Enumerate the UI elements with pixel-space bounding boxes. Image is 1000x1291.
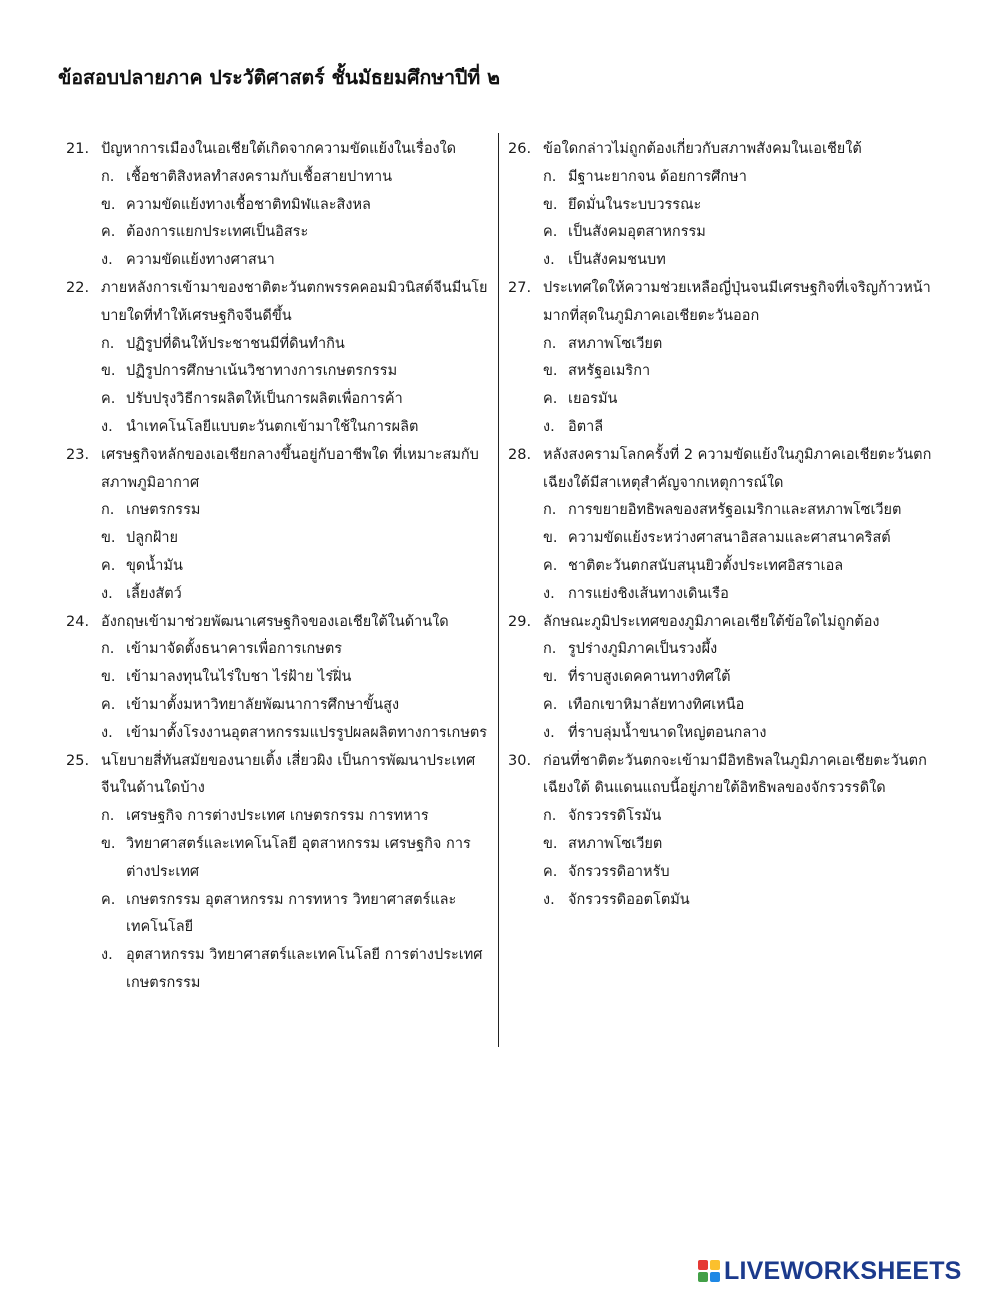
answer-option[interactable] (508, 192, 938, 220)
option-text: การแย่งชิงเส้นทางเดินเรือ (568, 585, 729, 602)
answer-option[interactable] (66, 831, 491, 887)
option-text: ยึดมั่นในระบบวรรณะ (568, 196, 702, 213)
option-label: ค. (543, 696, 558, 713)
option-text: การขยายอิทธิพลของสหรัฐอเมริกาและสหภาพโซเวียต (568, 502, 902, 519)
option-text: ปรับปรุงวิธีการผลิตให้เป็นการผลิตเพื่อการค้า (126, 391, 403, 408)
answer-option[interactable] (508, 581, 938, 609)
question-30 (508, 748, 938, 915)
option-label: ง. (543, 724, 555, 741)
option-label: ค. (543, 863, 558, 880)
question-text: หลังสงครามโลกครั้งที่ 2 ความขัดแย้งในภูมิภาคเอเชียตะวันตกเฉียงใต้มีสาเหตุสำคัญจากเหตุการณ์ใด (543, 446, 932, 491)
question-number: 27. (508, 279, 532, 296)
option-label: ก. (543, 335, 557, 352)
question-29 (508, 609, 938, 748)
option-text: วิทยาศาสตร์และเทคโนโลยี อุตสาหกรรม เศรษฐกิจ การต่างประเทศ (126, 835, 471, 880)
option-label: ง. (543, 418, 555, 435)
option-label: ค. (101, 557, 116, 574)
option-text: อิตาลี (568, 418, 604, 435)
option-text: เป็นสังคมชนบท (568, 252, 666, 269)
question-text: ลักษณะภูมิประเทศของภูมิภาคเอเชียใต้ข้อใดไม่ถูกต้อง (543, 613, 880, 630)
option-label: ค. (543, 391, 558, 408)
option-label: ก. (543, 641, 557, 658)
question-27 (508, 275, 938, 442)
option-label: ข. (543, 530, 558, 547)
option-text: เกษตรกรรม (126, 502, 201, 519)
question-22 (66, 275, 491, 442)
answer-option[interactable] (508, 859, 938, 887)
right-question-column (508, 136, 938, 914)
option-label: ง. (543, 252, 555, 269)
question-23 (66, 442, 491, 609)
option-text: ปลูกฝ้าย (126, 530, 179, 547)
question-stem (508, 275, 938, 331)
column-divider (498, 133, 499, 1047)
answer-option[interactable] (66, 942, 491, 998)
answer-option[interactable] (66, 887, 491, 943)
option-text: ปฏิรูปการศึกษาเน้นวิชาทางการเกษตรกรรม (126, 363, 398, 380)
left-question-column (66, 136, 491, 998)
answer-option[interactable] (66, 720, 491, 748)
option-text: ต้องการแยกประเทศเป็นอิสระ (126, 224, 309, 241)
question-number: 30. (508, 752, 532, 769)
option-text: ปฏิรูปที่ดินให้ประชาชนมีที่ดินทำกิน (126, 335, 345, 352)
answer-option[interactable] (508, 414, 938, 442)
answer-option[interactable] (66, 553, 491, 581)
question-number: 23. (66, 446, 90, 463)
option-label: ค. (543, 557, 558, 574)
liveworksheets-logo (698, 1258, 962, 1284)
option-text: เทือกเขาหิมาลัยทางทิศเหนือ (568, 696, 745, 713)
option-text: สหภาพโซเวียต (568, 835, 663, 852)
answer-option[interactable] (508, 247, 938, 275)
question-stem (66, 275, 491, 331)
answer-option[interactable] (508, 553, 938, 581)
option-text: เข้ามาตั้งโรงงานอุตสาหกรรมแปรรูปผลผลิตทางการเกษตร (126, 724, 488, 741)
option-label: ง. (101, 947, 113, 964)
option-text: ชาติตะวันตกสนับสนุนยิวตั้งประเทศอิสราเอล (568, 557, 844, 574)
option-label: ข. (543, 196, 558, 213)
option-label: ข. (101, 363, 116, 380)
question-number: 28. (508, 446, 532, 463)
answer-option[interactable] (508, 164, 938, 192)
question-text: ภายหลังการเข้ามาของชาติตะวันตกพรรคคอมมิวนิสต์จีนมีนโยบายใดที่ทำให้เศรษฐกิจจีนดีขึ้น (101, 279, 488, 324)
answer-option[interactable] (66, 192, 491, 220)
question-text: ก่อนที่ชาติตะวันตกจะเข้ามามีอิทธิพลในภูมิภาคเอเชียตะวันตกเฉียงใต้ ดินแดนแถบนี้อยู่ภายใต้อิทธิพลของจักรวรรดิใด (543, 752, 927, 797)
option-text: จักรวรรดิออตโตมัน (568, 891, 690, 908)
logo-grid-icon (698, 1260, 720, 1282)
question-stem (508, 136, 938, 164)
answer-option[interactable] (508, 386, 938, 414)
option-label: ข. (101, 196, 116, 213)
question-24 (66, 609, 491, 748)
option-text: เข้ามาตั้งมหาวิทยาลัยพัฒนาการศึกษาขั้นสูง (126, 696, 400, 713)
option-text: สหภาพโซเวียต (568, 335, 663, 352)
answer-option[interactable] (508, 692, 938, 720)
option-text: รูปร่างภูมิภาคเป็นรวงผึ้ง (568, 641, 718, 658)
question-number: 29. (508, 613, 532, 630)
option-label: ค. (101, 696, 116, 713)
option-text: อุตสาหกรรม วิทยาศาสตร์และเทคโนโลยี การต่างประเทศ เกษตรกรรม (126, 947, 483, 991)
option-label: ก. (543, 808, 557, 825)
answer-option[interactable] (508, 219, 938, 247)
option-text: เป็นสังคมอุตสาหกรรม (568, 224, 706, 241)
answer-option[interactable] (66, 358, 491, 386)
option-label: ข. (101, 530, 116, 547)
page-title: ข้อสอบปลายภาค ประวัติศาสตร์ ชั้นมัธยมศึกษาปีที่ ๒ (58, 66, 500, 89)
question-text: ประเทศใดให้ความช่วยเหลือญี่ปุ่นจนมีเศรษฐกิจที่เจริญก้าวหน้ามากที่สุดในภูมิภาคเอเชียตะวันออก (543, 279, 931, 324)
question-26 (508, 136, 938, 275)
question-text: อังกฤษเข้ามาช่วยพัฒนาเศรษฐกิจของเอเชียใต้ในด้านใด (101, 613, 449, 630)
option-text: นำเทคโนโลยีแบบตะวันตกเข้ามาใช้ในการผลิต (126, 418, 419, 435)
question-number: 21. (66, 141, 90, 157)
answer-option[interactable] (66, 386, 491, 414)
answer-option[interactable] (66, 664, 491, 692)
question-text: ปัญหาการเมืองในเอเชียใต้เกิดจากความขัดแย้งในเรื่องใด (101, 141, 457, 157)
answer-option[interactable] (66, 219, 491, 247)
option-text: ความขัดแย้งระหว่างศาสนาอิสลามและศาสนาคริสต์ (568, 530, 891, 547)
answer-option[interactable] (508, 525, 938, 553)
option-label: ค. (101, 391, 116, 408)
option-text: เลี้ยงสัตว์ (126, 585, 182, 602)
answer-option[interactable] (66, 525, 491, 553)
option-label: ก. (543, 168, 557, 185)
question-number: 22. (66, 279, 90, 296)
question-21 (66, 136, 491, 275)
answer-option[interactable] (508, 664, 938, 692)
question-25 (66, 748, 491, 998)
option-text: สหรัฐอเมริกา (568, 363, 651, 380)
option-text: เศรษฐกิจ การต่างประเทศ เกษตรกรรม การทหาร (126, 808, 429, 825)
option-label: ก. (101, 502, 115, 519)
option-label: ก. (101, 335, 115, 352)
option-label: ง. (543, 891, 555, 908)
question-stem (508, 748, 938, 804)
option-label: ก. (543, 502, 557, 519)
option-label: ก. (101, 808, 115, 825)
option-label: ข. (543, 669, 558, 686)
question-stem (508, 609, 938, 637)
answer-option[interactable] (66, 164, 491, 192)
option-label: ง. (101, 252, 113, 269)
answer-option[interactable] (66, 692, 491, 720)
answer-option[interactable] (508, 803, 938, 831)
option-text: เยอรมัน (568, 391, 618, 408)
answer-option[interactable] (508, 331, 938, 359)
option-label: ก. (101, 641, 115, 658)
question-stem (508, 442, 938, 498)
answer-option[interactable] (508, 887, 938, 915)
option-label: ง. (101, 585, 113, 602)
option-label: ข. (543, 363, 558, 380)
option-text: ความขัดแย้งทางเชื้อชาติทมิฬและสิงหล (126, 196, 371, 213)
option-text: เกษตรกรรม อุตสาหกรรม การทหาร วิทยาศาสตร์และเทคโนโลยี (126, 891, 457, 936)
option-label: ค. (543, 224, 558, 241)
option-text: ขุดน้ำมัน (126, 557, 183, 574)
option-text: เชื้อชาติสิงหลทำสงครามกับเชื้อสายปาทาน (126, 168, 393, 185)
option-text: เข้ามาจัดตั้งธนาคารเพื่อการเกษตร (126, 641, 343, 658)
answer-option[interactable] (66, 414, 491, 442)
option-label: ง. (543, 585, 555, 602)
option-text: ความขัดแย้งทางศาสนา (126, 252, 275, 269)
question-number: 25. (66, 752, 90, 769)
answer-option[interactable] (508, 358, 938, 386)
answer-option[interactable] (508, 636, 938, 664)
answer-option[interactable] (508, 831, 938, 859)
answer-option[interactable] (66, 497, 491, 525)
option-text: ที่ราบลุ่มน้ำขนาดใหญ่ตอนกลาง (568, 724, 767, 741)
option-text: เข้ามาลงทุนในไร่ใบชา ไร่ฝ้าย ไร่ฝิ่น (126, 669, 352, 686)
question-stem (66, 442, 491, 498)
option-label: ค. (101, 224, 116, 241)
option-label: ค. (101, 891, 116, 908)
question-text: เศรษฐกิจหลักของเอเชียกลางขึ้นอยู่กับอาชีพใด ที่เหมาะสมกับสภาพภูมิอากาศ (101, 446, 479, 491)
option-label: ก. (101, 168, 115, 185)
question-stem (66, 136, 491, 164)
option-text: จักรวรรดิโรมัน (568, 808, 662, 825)
option-text: มีฐานะยากจน ด้อยการศึกษา (568, 168, 747, 185)
answer-option[interactable] (508, 720, 938, 748)
question-stem (66, 748, 491, 804)
option-label: ง. (101, 418, 113, 435)
option-label: ข. (101, 669, 116, 686)
option-label: ข. (101, 835, 116, 852)
answer-option[interactable] (66, 581, 491, 609)
question-28 (508, 442, 938, 609)
option-text: ที่ราบสูงเดคคานทางทิศใต้ (568, 669, 731, 686)
answer-option[interactable] (66, 247, 491, 275)
option-label: ง. (101, 724, 113, 741)
question-text: ข้อใดกล่าวไม่ถูกต้องเกี่ยวกับสภาพสังคมในเอเชียใต้ (543, 141, 862, 157)
answer-option[interactable] (508, 497, 938, 525)
question-number: 24. (66, 613, 90, 630)
brand-name: LIVEWORKSHEETS (724, 1256, 962, 1285)
answer-option[interactable] (66, 331, 491, 359)
question-number: 26. (508, 141, 532, 157)
option-label: ข. (543, 835, 558, 852)
question-stem (66, 609, 491, 637)
answer-option[interactable] (66, 636, 491, 664)
question-text: นโยบายสี่ทันสมัยของนายเติ้ง เสี่ยวผิง เป็นการพัฒนาประเทศจีนในด้านใดบ้าง (101, 752, 476, 797)
answer-option[interactable] (66, 803, 491, 831)
option-text: จักรวรรดิอาหรับ (568, 863, 670, 880)
